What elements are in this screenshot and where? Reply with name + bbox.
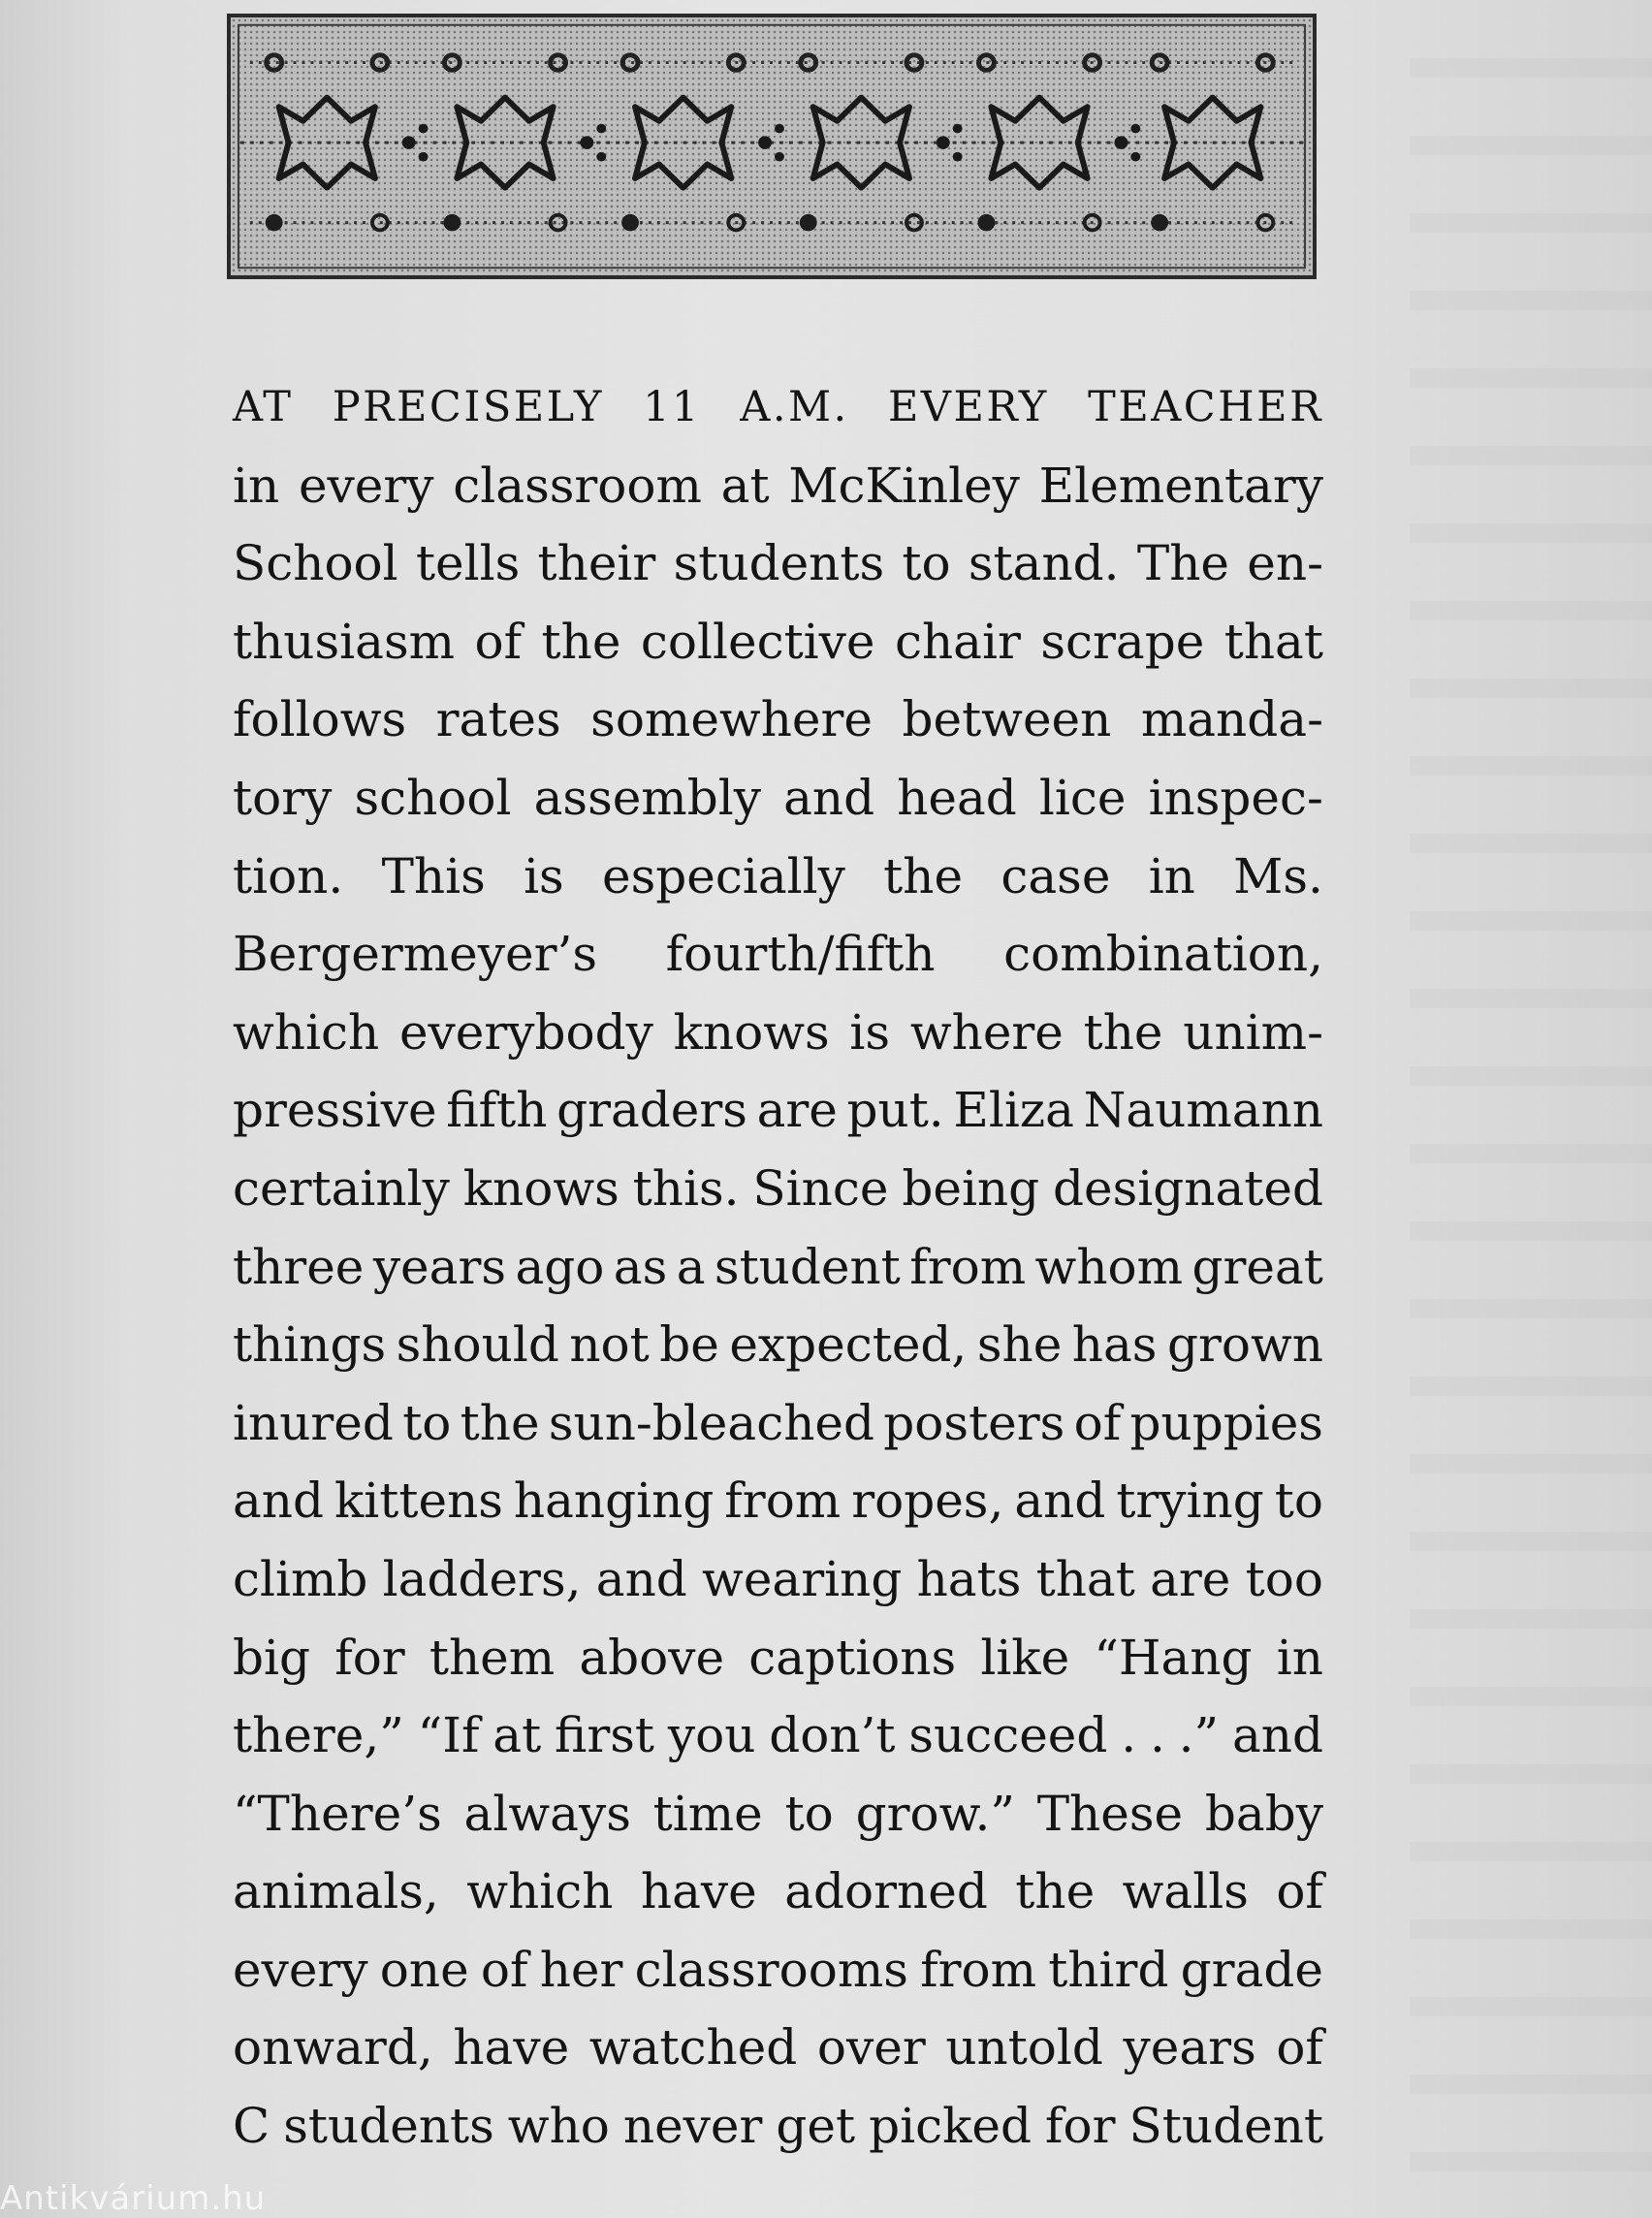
- text-line: AT PRECISELY 11 A.M. EVERY TEACHER: [233, 383, 1323, 431]
- text-line: climb ladders, and wearing hats that are too: [233, 1550, 1323, 1607]
- text-line: three years ago as a student from whom great: [233, 1238, 1323, 1295]
- text-line: there,” “If at first you don’t succeed . . .” and: [233, 1707, 1323, 1764]
- facing-page-bleed-through: [1410, 0, 1652, 2202]
- body-text: [233, 368, 1323, 2166]
- text-line: animals, which have adorned the walls of: [233, 1863, 1323, 1920]
- text-line: every one of her classrooms from third grade: [233, 1941, 1323, 1998]
- text-line: which everybody knows is where the unim-: [233, 1003, 1323, 1061]
- text-line: and kittens hanging from ropes, and trying to: [233, 1473, 1323, 1530]
- watermark: Antikvárium.hu: [0, 2179, 267, 2218]
- text-line: School tells their students to stand. The en-: [233, 535, 1323, 592]
- text-line: onward, have watched over untold years of: [233, 2019, 1323, 2076]
- decorative-border-icon: [227, 14, 1317, 279]
- text-line: “There’s always time to grow.” These baby: [233, 1785, 1323, 1842]
- text-line: follows rates somewhere between manda-: [233, 691, 1323, 748]
- text-line: things should not be expected, she has grown: [233, 1316, 1323, 1374]
- text-line: tory school assembly and head lice inspec-: [233, 769, 1323, 826]
- text-line: inured to the sun-bleached posters of puppies: [233, 1394, 1323, 1451]
- text-line: certainly knows this. Since being designated: [233, 1159, 1323, 1217]
- text-line: pressive fifth graders are put. Eliza Naumann: [233, 1082, 1323, 1139]
- text-line: big for them above captions like “Hang in: [233, 1629, 1323, 1686]
- text-line: in every classroom at McKinley Elementary: [233, 457, 1323, 514]
- ornament-pattern: [231, 17, 1313, 275]
- text-line: Bergermeyer’s fourth/fifth combination,: [233, 926, 1323, 983]
- text-line: C students who never get picked for Student: [233, 2098, 1323, 2155]
- text-line: tion. This is especially the case in Ms.: [233, 847, 1323, 904]
- text-line: thusiasm of the collective chair scrape that: [233, 613, 1323, 670]
